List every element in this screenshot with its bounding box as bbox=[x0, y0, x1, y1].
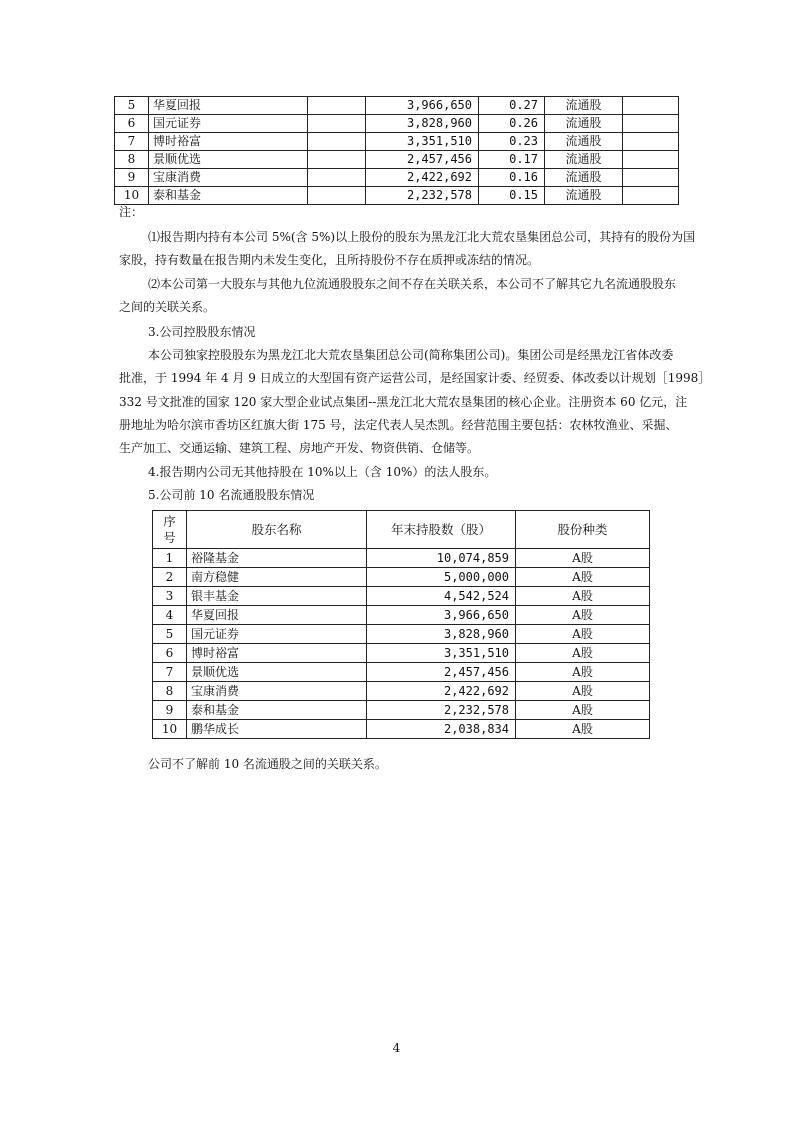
cell-shares: 10,074,859 bbox=[367, 549, 516, 568]
cell-type: 流通股 bbox=[545, 133, 623, 151]
cell-no: 5 bbox=[153, 625, 187, 644]
section-3-line-4: 册地址为哈尔滨市香坊区红旗大街 175 号，法定代表人吴杰凯。经营范围主要包括：农林牧渔业、采掘、 bbox=[119, 418, 678, 432]
header-name: 股东名称 bbox=[187, 511, 367, 549]
cell-type: 流通股 bbox=[545, 169, 623, 187]
cell-shares: 3,351,510 bbox=[367, 644, 516, 663]
cell-name: 景顺优选 bbox=[149, 151, 308, 169]
cell-no: 8 bbox=[153, 682, 187, 701]
table-row bbox=[153, 587, 650, 606]
table-row bbox=[153, 663, 650, 682]
table-footer-note: 公司不了解前 10 名流通股之间的关联关系。 bbox=[148, 757, 387, 771]
cell-blank bbox=[308, 169, 366, 187]
cell-shares: 3,828,960 bbox=[366, 115, 479, 133]
table-row bbox=[115, 97, 679, 115]
cell-pct: 0.16 bbox=[479, 169, 545, 187]
cell-pct: 0.23 bbox=[479, 133, 545, 151]
table-row bbox=[115, 133, 679, 151]
cell-shares: 3,966,650 bbox=[366, 97, 479, 115]
table-row bbox=[115, 151, 679, 169]
cell-extra bbox=[623, 115, 679, 133]
cell-type: A股 bbox=[516, 644, 650, 663]
table-row bbox=[153, 682, 650, 701]
cell-blank bbox=[308, 97, 366, 115]
cell-extra bbox=[623, 133, 679, 151]
cell-type: 流通股 bbox=[545, 97, 623, 115]
section-3-line-1: 本公司独家控股股东为黑龙江北大荒农垦集团总公司(简称集团公司)。集团公司是经黑龙江省体改委 bbox=[148, 348, 674, 362]
cell-type: A股 bbox=[516, 568, 650, 587]
table-row bbox=[153, 606, 650, 625]
cell-no: 8 bbox=[115, 151, 149, 169]
section-3-line-2: 批准，于 1994 年 4 月 9 日成立的大型国有资产运营公司，是经国家计委、经贸委、体改委以计规划［1998］ bbox=[119, 371, 711, 385]
cell-name: 国元证券 bbox=[187, 625, 367, 644]
header-shares: 年末持股数（股） bbox=[367, 511, 516, 549]
table-row bbox=[153, 720, 650, 739]
cell-type: A股 bbox=[516, 606, 650, 625]
cell-no: 10 bbox=[153, 720, 187, 739]
table-row bbox=[115, 115, 679, 133]
cell-no: 1 bbox=[153, 549, 187, 568]
cell-shares: 2,232,578 bbox=[366, 187, 479, 205]
cell-no: 6 bbox=[153, 644, 187, 663]
cell-type: 流通股 bbox=[545, 151, 623, 169]
cell-blank bbox=[308, 133, 366, 151]
cell-name: 鹏华成长 bbox=[187, 720, 367, 739]
cell-blank bbox=[308, 115, 366, 133]
cell-type: A股 bbox=[516, 701, 650, 720]
cell-shares: 5,000,000 bbox=[367, 568, 516, 587]
section-5-heading: 5.公司前 10 名流通股股东情况 bbox=[148, 488, 315, 502]
cell-no: 2 bbox=[153, 568, 187, 587]
cell-extra bbox=[623, 151, 679, 169]
note-1-line-1: ⑴报告期内持有本公司 5%(含 5%)以上股份的股东为黑龙江北大荒农垦集团总公司，其持有的股份为国 bbox=[148, 230, 696, 244]
cell-shares: 3,351,510 bbox=[366, 133, 479, 151]
notes-label: 注： bbox=[119, 205, 144, 219]
cell-blank bbox=[308, 187, 366, 205]
table-row bbox=[115, 187, 679, 205]
cell-name: 景顺优选 bbox=[187, 663, 367, 682]
page-number: 4 bbox=[392, 1041, 401, 1055]
cell-name: 博时裕富 bbox=[149, 133, 308, 151]
cell-blank bbox=[308, 151, 366, 169]
cell-pct: 0.26 bbox=[479, 115, 545, 133]
cell-no: 4 bbox=[153, 606, 187, 625]
cell-extra bbox=[623, 187, 679, 205]
cell-no: 9 bbox=[115, 169, 149, 187]
table-row bbox=[153, 568, 650, 587]
table-row bbox=[153, 701, 650, 720]
cell-no: 3 bbox=[153, 587, 187, 606]
note-1-line-2: 家股，持有数量在报告期内未发生变化，且所持股份不存在质押或冻结的情况。 bbox=[119, 253, 540, 267]
cell-name: 宝康消费 bbox=[149, 169, 308, 187]
table-row bbox=[115, 169, 679, 187]
note-2-line-2: 之间的关联关系。 bbox=[119, 300, 216, 314]
cell-no: 5 bbox=[115, 97, 149, 115]
cell-no: 6 bbox=[115, 115, 149, 133]
cell-shares: 3,828,960 bbox=[367, 625, 516, 644]
cell-extra bbox=[623, 97, 679, 115]
cell-no: 7 bbox=[115, 133, 149, 151]
cell-name: 南方稳健 bbox=[187, 568, 367, 587]
cell-name: 泰和基金 bbox=[149, 187, 308, 205]
section-3-line-5: 生产加工、交通运输、建筑工程、房地产开发、物资供销、仓储等。 bbox=[119, 441, 480, 455]
header-no: 序号 bbox=[153, 511, 187, 549]
table-row bbox=[153, 549, 650, 568]
note-2-line-1: ⑵本公司第一大股东与其他九位流通股股东之间不存在关联关系，本公司不了解其它九名流通股股东 bbox=[148, 277, 677, 291]
section-4-heading: 4.报告期内公司无其他持股在 10%以上（含 10%）的法人股东。 bbox=[148, 465, 497, 479]
cell-name: 国元证券 bbox=[149, 115, 308, 133]
cell-name: 华夏回报 bbox=[187, 606, 367, 625]
cell-no: 9 bbox=[153, 701, 187, 720]
cell-pct: 0.27 bbox=[479, 97, 545, 115]
cell-pct: 0.15 bbox=[479, 187, 545, 205]
circulating-shareholders-table bbox=[152, 510, 650, 739]
cell-shares: 2,457,456 bbox=[366, 151, 479, 169]
cell-name: 博时裕富 bbox=[187, 644, 367, 663]
cell-type: A股 bbox=[516, 587, 650, 606]
cell-name: 华夏回报 bbox=[149, 97, 308, 115]
cell-shares: 3,966,650 bbox=[367, 606, 516, 625]
cell-no: 7 bbox=[153, 663, 187, 682]
cell-pct: 0.17 bbox=[479, 151, 545, 169]
section-3-heading: 3.公司控股股东情况 bbox=[148, 325, 256, 339]
cell-name: 泰和基金 bbox=[187, 701, 367, 720]
table-row bbox=[153, 644, 650, 663]
cell-name: 银丰基金 bbox=[187, 587, 367, 606]
section-3-line-3: 332 号文批准的国家 120 家大型企业试点集团--黑龙江北大荒农垦集团的核心企业。注册资本 60 亿元，注 bbox=[119, 395, 688, 409]
cell-no: 10 bbox=[115, 187, 149, 205]
table-row bbox=[153, 625, 650, 644]
cell-type: A股 bbox=[516, 663, 650, 682]
cell-type: A股 bbox=[516, 625, 650, 644]
cell-type: A股 bbox=[516, 682, 650, 701]
cell-type: A股 bbox=[516, 720, 650, 739]
cell-shares: 2,422,692 bbox=[366, 169, 479, 187]
cell-type: 流通股 bbox=[545, 115, 623, 133]
cell-shares: 2,422,692 bbox=[367, 682, 516, 701]
cell-shares: 2,232,578 bbox=[367, 701, 516, 720]
cell-type: 流通股 bbox=[545, 187, 623, 205]
cell-shares: 2,457,456 bbox=[367, 663, 516, 682]
cell-shares: 2,038,834 bbox=[367, 720, 516, 739]
header-type: 股份种类 bbox=[516, 511, 650, 549]
cell-extra bbox=[623, 169, 679, 187]
top-shareholders-table bbox=[114, 96, 679, 205]
cell-name: 宝康消费 bbox=[187, 682, 367, 701]
cell-name: 裕隆基金 bbox=[187, 549, 367, 568]
cell-type: A股 bbox=[516, 549, 650, 568]
cell-shares: 4,542,524 bbox=[367, 587, 516, 606]
